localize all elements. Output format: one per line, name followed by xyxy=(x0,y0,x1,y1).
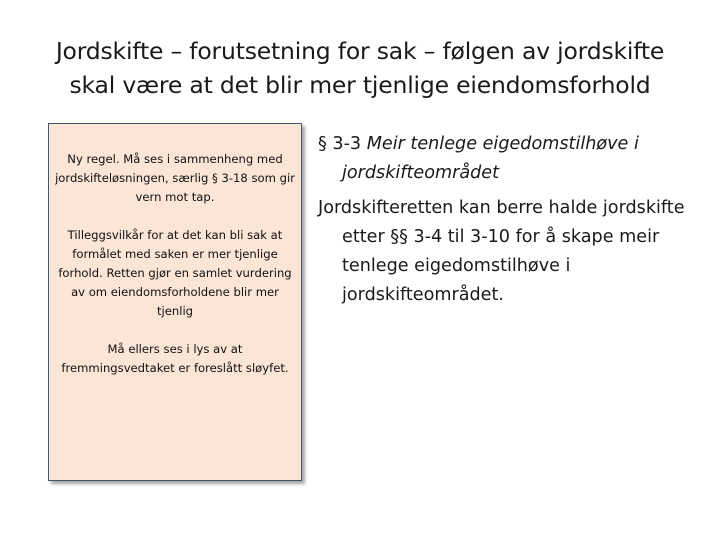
note-paragraph-2: Tilleggsvilkår for at det kan bli sak at formålet med saken er mer tjenlige forhold. Retten gjør en samlet vurdering av om eiendomsforholdene blir mer tjenlig xyxy=(58,228,292,318)
slide-title-line-1: Jordskifte – forutsetning for sak – følgen av jordskifte xyxy=(55,37,665,65)
slide-title xyxy=(20,34,700,102)
section-body: Jordskifteretten kan berre halde jordskifte etter §§ 3-4 til 3-10 for å skape meir tenlege eigedomstilhøve i jordskifteområdet. xyxy=(318,198,685,305)
content-area xyxy=(318,130,698,310)
note-box xyxy=(48,123,302,481)
section-title: Meir tenlege eigedomstilhøve i jordskifteområdet xyxy=(342,134,639,183)
slide-title-line-2: skal være at det blir mer tjenlige eiendomsforhold xyxy=(69,71,651,99)
note-paragraph-3: Må ellers ses i lys av at fremmingsvedtaket er foreslått sløyfet. xyxy=(61,342,289,375)
section-heading xyxy=(318,130,698,188)
section-number: § 3-3 xyxy=(318,134,367,154)
note-paragraph-1: Ny regel. Må ses i sammenheng med jordskifteløsningen, særlig § 3-18 som gir vern mot tap. xyxy=(55,152,295,204)
